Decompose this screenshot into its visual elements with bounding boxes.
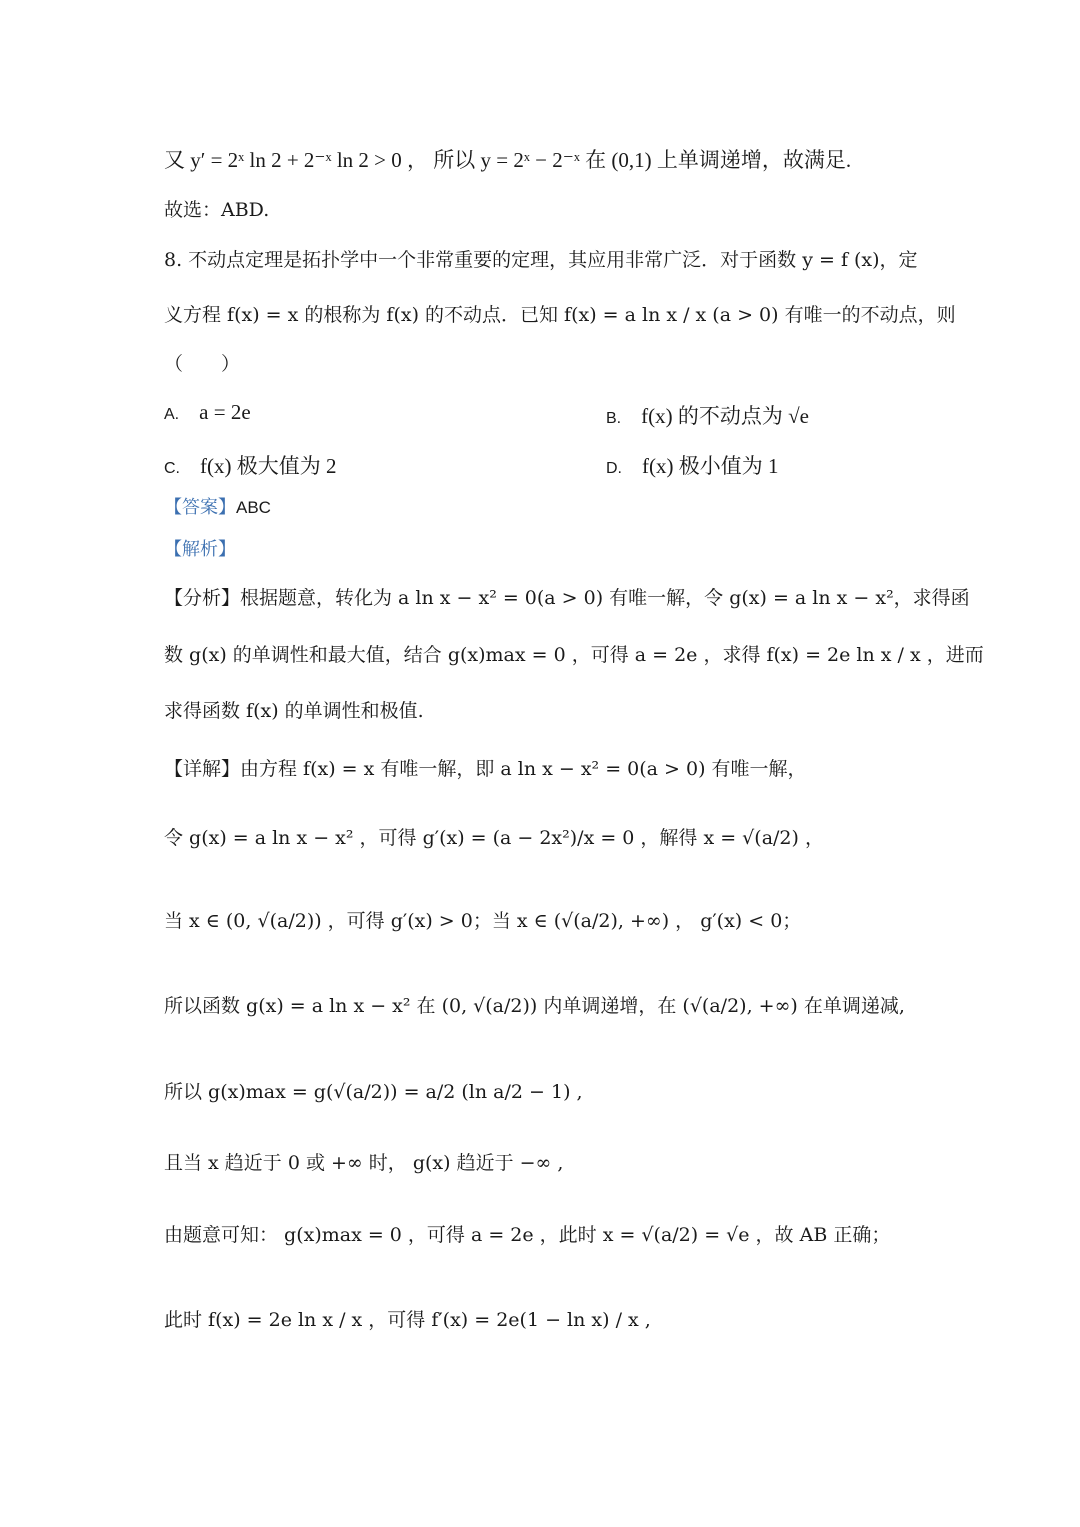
detail-line-5: 所以 g(x)max = g(√(a/2)) = a/2 (ln a/2 − 1) , (164, 1081, 583, 1103)
option-b-label: B. (606, 410, 622, 427)
analysis-line-3: 求得函数 f(x) 的单调性和极值. (164, 700, 424, 722)
detail-line-6: 且当 x 趋近于 0 或 +∞ 时， g(x) 趋近于 −∞ , (164, 1152, 564, 1174)
detail-line-2: 令 g(x) = a ln x − x² ，可得 g′(x) = (a − 2x²)/x = 0 ，解得 x = √(a/2) ， (164, 827, 824, 849)
option-c-text: f(x) 极大值为 2 (200, 454, 337, 478)
answer-line (164, 493, 924, 522)
option-d-text: f(x) 极小值为 1 (642, 454, 779, 478)
option-a-label: A. (164, 406, 180, 423)
detail-line-1: 【详解】由方程 f(x) = x 有唯一解，即 a ln x − x² = 0(a > 0) 有唯一解， (164, 758, 807, 780)
question-8-line-1: 8. 不动点定理是拓扑学中一个非常重要的定理，其应用非常广泛．对于函数 y = f (x)，定 (164, 249, 918, 271)
detail-line-4: 所以函数 g(x) = a ln x − x² 在 (0, √(a/2)) 内单调递增，在 (√(a/2), +∞) 在单调递减, (164, 995, 905, 1017)
analysis-line-1: 【分析】根据题意，转化为 a ln x − x² = 0(a > 0) 有唯一解，令 g(x) = a ln x − x²，求得函 (164, 587, 970, 609)
detail-line-7: 由题意可知： g(x)max = 0 ，可得 a = 2e ，此时 x = √(a/2) = √e ，故 AB 正确； (164, 1224, 891, 1246)
jiexi-line (164, 535, 924, 564)
derivative-line: 又 y′ = 2ˣ ln 2 + 2⁻ˣ ln 2 > 0 ， 所以 y = 2ˣ − 2⁻ˣ 在 (0,1) 上单调递增，故满足. (164, 148, 852, 172)
answer-tag: 【答案】 (164, 497, 236, 518)
answer-value: ABC (236, 498, 271, 517)
option-a (164, 400, 564, 425)
option-a-text: a = 2e (199, 400, 251, 424)
option-b-text: f(x) 的不动点为 √e (641, 404, 809, 428)
question-8-line-2: 义方程 f(x) = x 的根称为 f(x) 的不动点．已知 f(x) = a ln x / x (a > 0) 有唯一的不动点，则 (164, 304, 956, 326)
option-c (164, 450, 564, 480)
option-b (606, 400, 1006, 430)
question-8-blank: （ ） (164, 353, 241, 375)
option-d-label: D. (606, 460, 622, 477)
option-c-label: C. (164, 460, 180, 477)
option-d (606, 450, 1006, 480)
analysis-line-2: 数 g(x) 的单调性和最大值，结合 g(x)max = 0 ，可得 a = 2e ，求得 f(x) = 2e ln x / x ，进而 (164, 644, 984, 666)
jiexi-tag: 【解析】 (164, 539, 236, 560)
selection-line: 故选：ABD. (164, 199, 270, 221)
detail-line-3: 当 x ∈ (0, √(a/2)) ，可得 g′(x) > 0；当 x ∈ (√(a/2), +∞) ， g′(x) < 0； (164, 910, 802, 932)
detail-line-8: 此时 f(x) = 2e ln x / x ，可得 f′(x) = 2e(1 − ln x) / x , (164, 1309, 651, 1331)
